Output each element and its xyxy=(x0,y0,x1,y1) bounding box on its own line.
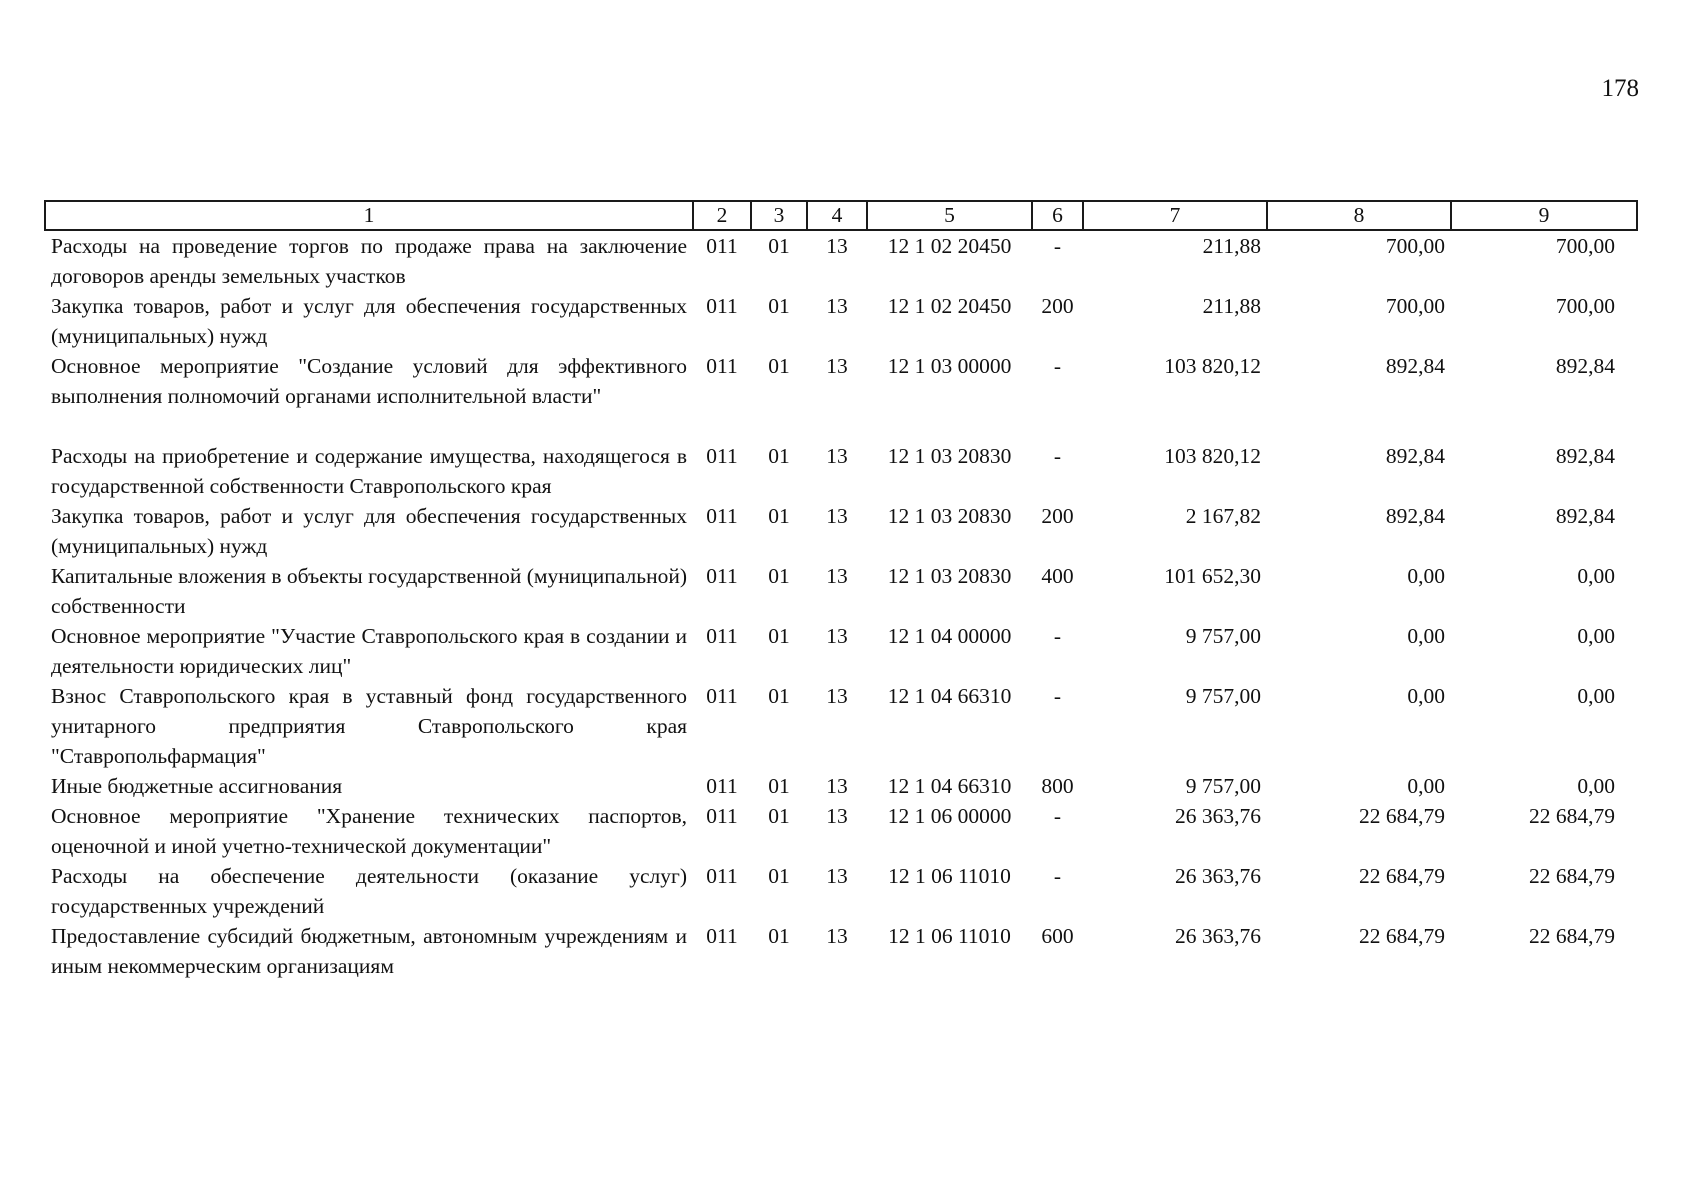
row-amount-col9: 892,84 xyxy=(1555,444,1615,468)
row-amount-col7: 103 820,12 xyxy=(1164,444,1261,468)
budget-table xyxy=(44,200,1638,981)
row-amount-col8: 700,00 xyxy=(1385,234,1445,258)
table-row xyxy=(45,921,1637,981)
row-name: Основное мероприятие "Участие Ставропольского края в создании и деятельности юридических лиц" xyxy=(51,624,687,678)
row-amount-col8: 0,00 xyxy=(1407,774,1445,798)
row-subsection-code: 13 xyxy=(826,804,848,828)
row-amount-col7: 2 167,82 xyxy=(1185,504,1261,528)
row-expense-type: - xyxy=(1053,354,1062,378)
row-expense-type: - xyxy=(1053,864,1062,888)
row-amount-col9: 22 684,79 xyxy=(1529,804,1615,828)
row-subsection-code: 13 xyxy=(826,444,848,468)
row-amount-col7: 103 820,12 xyxy=(1164,354,1261,378)
table-row xyxy=(45,681,1637,771)
row-amount-col9: 0,00 xyxy=(1577,684,1615,708)
row-section-code: 01 xyxy=(768,684,790,708)
row-amount-col8: 892,84 xyxy=(1385,444,1445,468)
table-row xyxy=(45,801,1637,861)
row-amount-col9: 0,00 xyxy=(1577,624,1615,648)
row-section-code: 01 xyxy=(768,504,790,528)
row-ministry-code: 011 xyxy=(706,624,738,648)
row-target-code: 12 1 04 66310 xyxy=(887,774,1012,798)
table-row xyxy=(45,351,1637,411)
row-ministry-code: 011 xyxy=(706,684,738,708)
row-subsection-code: 13 xyxy=(826,864,848,888)
row-section-code: 01 xyxy=(768,234,790,258)
row-subsection-code: 13 xyxy=(826,234,848,258)
row-target-code: 12 1 02 20450 xyxy=(887,234,1012,258)
header-col-9: 9 xyxy=(1451,201,1637,230)
table-row xyxy=(45,291,1637,351)
row-amount-col7: 211,88 xyxy=(1202,234,1261,258)
header-col-2: 2 xyxy=(693,201,751,230)
header-col-5: 5 xyxy=(867,201,1032,230)
row-amount-col7: 26 363,76 xyxy=(1175,924,1261,948)
row-subsection-code: 13 xyxy=(826,684,848,708)
row-section-code: 01 xyxy=(768,294,790,318)
row-amount-col8: 22 684,79 xyxy=(1359,924,1445,948)
row-amount-col7: 9 757,00 xyxy=(1185,624,1261,648)
row-target-code: 12 1 03 20830 xyxy=(887,504,1012,528)
row-expense-type: 600 xyxy=(1041,924,1074,948)
row-amount-col8: 892,84 xyxy=(1385,354,1445,378)
table-row xyxy=(45,501,1637,561)
row-section-code: 01 xyxy=(768,924,790,948)
row-amount-col9: 700,00 xyxy=(1555,294,1615,318)
row-name: Расходы на приобретение и содержание имущества, находящегося в государственной собственности Ставропольского края xyxy=(51,444,687,498)
row-name: Расходы на обеспечение деятельности (оказание услуг) государственных учреждений xyxy=(51,864,687,918)
row-amount-col8: 22 684,79 xyxy=(1359,864,1445,888)
row-amount-col7: 26 363,76 xyxy=(1175,864,1261,888)
header-col-7: 7 xyxy=(1083,201,1267,230)
row-amount-col9: 892,84 xyxy=(1555,504,1615,528)
table-row xyxy=(45,411,1637,501)
row-ministry-code: 011 xyxy=(706,804,738,828)
row-section-code: 01 xyxy=(768,864,790,888)
header-col-6: 6 xyxy=(1032,201,1083,230)
row-target-code: 12 1 03 20830 xyxy=(887,564,1012,588)
row-expense-type: - xyxy=(1053,624,1062,648)
row-subsection-code: 13 xyxy=(826,564,848,588)
row-target-code: 12 1 03 00000 xyxy=(887,354,1012,378)
row-amount-col9: 22 684,79 xyxy=(1529,924,1615,948)
row-ministry-code: 011 xyxy=(706,354,738,378)
row-amount-col9: 892,84 xyxy=(1555,354,1615,378)
row-target-code: 12 1 02 20450 xyxy=(887,294,1012,318)
table-row xyxy=(45,771,1637,801)
row-target-code: 12 1 04 66310 xyxy=(887,684,1012,708)
row-amount-col8: 892,84 xyxy=(1385,504,1445,528)
header-col-4: 4 xyxy=(807,201,867,230)
row-subsection-code: 13 xyxy=(826,294,848,318)
row-amount-col8: 22 684,79 xyxy=(1359,804,1445,828)
row-ministry-code: 011 xyxy=(706,864,738,888)
row-section-code: 01 xyxy=(768,624,790,648)
row-ministry-code: 011 xyxy=(706,294,738,318)
row-amount-col7: 9 757,00 xyxy=(1185,774,1261,798)
row-section-code: 01 xyxy=(768,444,790,468)
row-expense-type: 200 xyxy=(1041,294,1074,318)
row-expense-type: - xyxy=(1053,684,1062,708)
row-section-code: 01 xyxy=(768,354,790,378)
row-amount-col7: 9 757,00 xyxy=(1185,684,1261,708)
row-section-code: 01 xyxy=(768,804,790,828)
row-name: Иные бюджетные ассигнования xyxy=(51,774,343,798)
header-col-3: 3 xyxy=(751,201,807,230)
row-name: Закупка товаров, работ и услуг для обеспечения государственных (муниципальных) нужд xyxy=(51,504,687,558)
row-target-code: 12 1 03 20830 xyxy=(887,444,1012,468)
table-row xyxy=(45,621,1637,681)
row-target-code: 12 1 06 00000 xyxy=(887,804,1012,828)
page-number: 178 xyxy=(1601,75,1639,102)
row-subsection-code: 13 xyxy=(826,354,848,378)
row-name: Капитальные вложения в объекты государственной (муниципальной) собственности xyxy=(51,564,687,618)
row-amount-col7: 211,88 xyxy=(1202,294,1261,318)
row-subsection-code: 13 xyxy=(826,924,848,948)
row-expense-type: 200 xyxy=(1041,504,1074,528)
row-ministry-code: 011 xyxy=(706,234,738,258)
row-ministry-code: 011 xyxy=(706,444,738,468)
row-amount-col7: 26 363,76 xyxy=(1175,804,1261,828)
row-expense-type: 800 xyxy=(1041,774,1074,798)
row-subsection-code: 13 xyxy=(826,774,848,798)
row-amount-col8: 0,00 xyxy=(1407,684,1445,708)
row-name: Предоставление субсидий бюджетным, автономным учреждениям и иным некоммерческим организациям xyxy=(51,924,687,978)
row-subsection-code: 13 xyxy=(826,504,848,528)
row-ministry-code: 011 xyxy=(706,924,738,948)
table-row xyxy=(45,861,1637,921)
row-name: Основное мероприятие "Создание условий для эффективного выполнения полномочий органами исполнительной власти" xyxy=(51,354,687,408)
table-row xyxy=(45,230,1637,291)
row-target-code: 12 1 06 11010 xyxy=(888,924,1011,948)
table-row xyxy=(45,561,1637,621)
header-col-8: 8 xyxy=(1267,201,1451,230)
row-ministry-code: 011 xyxy=(706,774,738,798)
row-amount-col7: 101 652,30 xyxy=(1164,564,1261,588)
row-amount-col8: 700,00 xyxy=(1385,294,1445,318)
row-target-code: 12 1 06 11010 xyxy=(888,864,1011,888)
row-expense-type: - xyxy=(1053,234,1062,258)
row-expense-type: - xyxy=(1053,444,1062,468)
row-ministry-code: 011 xyxy=(706,504,738,528)
row-amount-col8: 0,00 xyxy=(1407,564,1445,588)
row-section-code: 01 xyxy=(768,774,790,798)
row-ministry-code: 011 xyxy=(706,564,738,588)
row-amount-col9: 0,00 xyxy=(1577,774,1615,798)
row-target-code: 12 1 04 00000 xyxy=(887,624,1012,648)
row-expense-type: - xyxy=(1053,804,1062,828)
header-row xyxy=(45,201,1637,230)
row-name: Расходы на проведение торгов по продаже права на заключение договоров аренды земельных участков xyxy=(51,234,687,288)
row-amount-col9: 700,00 xyxy=(1555,234,1615,258)
row-amount-col9: 0,00 xyxy=(1577,564,1615,588)
row-subsection-code: 13 xyxy=(826,624,848,648)
row-name: Взнос Ставропольского края в уставный фонд государственного унитарного предприятия Ставропольского края "Ставропольфармация" xyxy=(51,684,687,768)
row-name: Основное мероприятие "Хранение технических паспортов, оценочной и иной учетно-технической документации" xyxy=(51,804,687,858)
header-col-1: 1 xyxy=(45,201,693,230)
row-expense-type: 400 xyxy=(1041,564,1074,588)
row-amount-col8: 0,00 xyxy=(1407,624,1445,648)
row-section-code: 01 xyxy=(768,564,790,588)
row-amount-col9: 22 684,79 xyxy=(1529,864,1615,888)
row-name: Закупка товаров, работ и услуг для обеспечения государственных (муниципальных) нужд xyxy=(51,294,687,348)
